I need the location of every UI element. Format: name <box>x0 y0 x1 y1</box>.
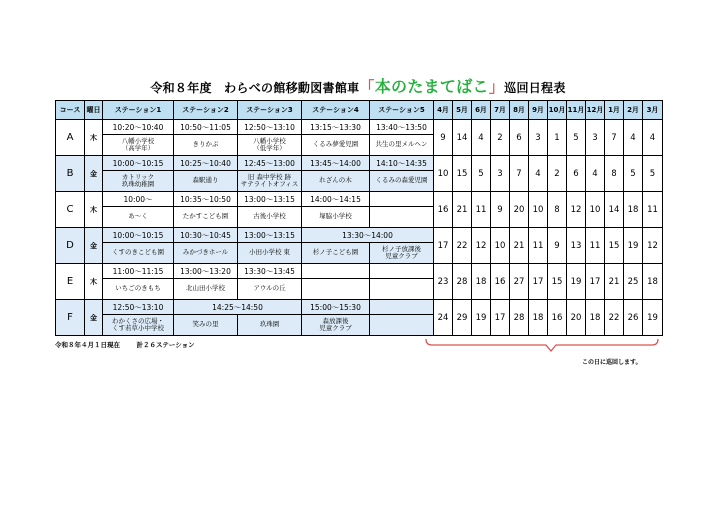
station-name: 玖珠園 <box>238 315 302 336</box>
station-time: 10:20～10:40 <box>103 120 174 135</box>
month-day: 5 <box>624 156 643 192</box>
station-name: 塚脇小学校 <box>302 207 370 228</box>
station-name: いちごのきもち <box>103 279 174 300</box>
month-day: 15 <box>453 156 472 192</box>
month-day: 22 <box>453 228 472 264</box>
station-name: くるみの森愛児園 <box>370 171 434 192</box>
month-day: 19 <box>624 228 643 264</box>
course-f-time-row <box>56 300 663 315</box>
title-suffix: 巡回日程表 <box>504 81 566 95</box>
station-name: 森放課後 児童クラブ <box>302 315 370 336</box>
month-day: 7 <box>510 156 529 192</box>
month-day: 7 <box>605 120 624 156</box>
station-time: 10:30～10:45 <box>174 228 238 243</box>
station-time: 13:00～13:15 <box>238 228 302 243</box>
station-time <box>370 300 434 315</box>
header-month: 8月 <box>510 101 529 120</box>
station-time: 13:00～13:15 <box>238 192 302 207</box>
course-label: E <box>56 264 85 300</box>
station-time: 12:50～13:10 <box>103 300 174 315</box>
header-month: 10月 <box>548 101 567 120</box>
header-month: 2月 <box>624 101 643 120</box>
header-station-2: ステーション2 <box>174 101 238 120</box>
header-station-5: ステーション5 <box>370 101 434 120</box>
month-day: 10 <box>529 192 548 228</box>
month-day: 28 <box>510 300 529 336</box>
month-day: 8 <box>548 192 567 228</box>
station-time-merged: 14:25～14:50 <box>174 300 302 315</box>
weekday: 木 <box>85 264 103 300</box>
month-day: 10 <box>434 156 453 192</box>
station-time: 10:00～10:15 <box>103 156 174 171</box>
weekday: 木 <box>85 120 103 156</box>
header-row <box>56 101 663 120</box>
station-time: 11:00～11:15 <box>103 264 174 279</box>
month-day: 9 <box>434 120 453 156</box>
station-time <box>302 264 370 279</box>
station-name: 杉ノ子放課後 児童クラブ <box>370 243 434 264</box>
weekday: 金 <box>85 300 103 336</box>
month-day: 16 <box>491 264 510 300</box>
month-day: 21 <box>510 228 529 264</box>
month-day: 3 <box>586 120 605 156</box>
header-month: 3月 <box>643 101 663 120</box>
month-day: 5 <box>643 156 663 192</box>
weekday: 金 <box>85 228 103 264</box>
station-name: 八幡小学校 （高学年） <box>103 135 174 156</box>
station-time: 12:50～13:10 <box>238 120 302 135</box>
station-time: 12:45～13:00 <box>238 156 302 171</box>
month-day: 28 <box>453 264 472 300</box>
station-name: 八幡小学校 （低学年） <box>238 135 302 156</box>
month-day: 10 <box>586 192 605 228</box>
station-time: 10:35～10:50 <box>174 192 238 207</box>
month-day: 19 <box>472 300 491 336</box>
station-name: 旧 森中学校 跡 サテライトオフィス <box>238 171 302 192</box>
station-name <box>370 315 434 336</box>
title-close-bracket: 」 <box>488 78 505 96</box>
course-c-time-row <box>56 192 663 207</box>
month-day: 23 <box>434 264 453 300</box>
header-station-4: ステーション4 <box>302 101 370 120</box>
station-name: カトリック 玖珠幼稚園 <box>103 171 174 192</box>
month-day: 24 <box>434 300 453 336</box>
weekday: 金 <box>85 156 103 192</box>
station-time: 13:00～13:20 <box>174 264 238 279</box>
header-month: 11月 <box>567 101 586 120</box>
station-time-merged: 13:30～14:00 <box>302 228 434 243</box>
month-day: 3 <box>529 120 548 156</box>
month-day: 6 <box>510 120 529 156</box>
station-time: 15:00～15:30 <box>302 300 370 315</box>
month-day: 18 <box>624 192 643 228</box>
header-month: 4月 <box>434 101 453 120</box>
month-day: 11 <box>529 228 548 264</box>
month-day: 12 <box>643 228 663 264</box>
header-station-1: ステーション1 <box>103 101 174 120</box>
month-day: 12 <box>472 228 491 264</box>
month-day: 22 <box>605 300 624 336</box>
header-month: 9月 <box>529 101 548 120</box>
station-time: 10:00～ <box>103 192 174 207</box>
station-time: 10:25～10:40 <box>174 156 238 171</box>
station-name: くすのきこども園 <box>103 243 174 264</box>
schedule-table <box>55 100 663 336</box>
month-day: 21 <box>605 264 624 300</box>
station-name <box>370 207 434 228</box>
title-brand: 本のたまてばこ <box>374 77 489 96</box>
header-month: 6月 <box>472 101 491 120</box>
month-day: 16 <box>434 192 453 228</box>
month-day: 6 <box>567 156 586 192</box>
month-day: 25 <box>624 264 643 300</box>
station-name: アウルの丘 <box>238 279 302 300</box>
station-time: 13:30～13:45 <box>238 264 302 279</box>
month-day: 9 <box>548 228 567 264</box>
station-time: 13:45～14:00 <box>302 156 370 171</box>
month-day: 19 <box>643 300 663 336</box>
header-month: 7月 <box>491 101 510 120</box>
station-time: 10:00～10:15 <box>103 228 174 243</box>
month-day: 18 <box>586 300 605 336</box>
month-day: 11 <box>643 192 663 228</box>
station-name <box>302 279 370 300</box>
station-time: 14:10～14:35 <box>370 156 434 171</box>
station-name: あ～く <box>103 207 174 228</box>
station-name: たかすこども園 <box>174 207 238 228</box>
station-name: 北山田小学校 <box>174 279 238 300</box>
month-day: 18 <box>643 264 663 300</box>
month-day: 17 <box>434 228 453 264</box>
month-day: 11 <box>472 192 491 228</box>
month-day: 17 <box>529 264 548 300</box>
station-name: きりかぶ <box>174 135 238 156</box>
title-prefix: 令和８年度 わらべの館移動図書館車 <box>150 81 360 95</box>
month-day: 20 <box>510 192 529 228</box>
month-day: 5 <box>567 120 586 156</box>
title-open-bracket: 「 <box>359 78 375 96</box>
station-name: 笑みの里 <box>174 315 238 336</box>
month-day: 11 <box>586 228 605 264</box>
header-station-3: ステーション3 <box>238 101 302 120</box>
weekday: 木 <box>85 192 103 228</box>
header-month: 1月 <box>605 101 624 120</box>
month-day: 12 <box>567 192 586 228</box>
course-label: F <box>56 300 85 336</box>
as-of-date: 令和８年４月１日現在 <box>55 341 120 349</box>
month-day: 21 <box>453 192 472 228</box>
month-day: 15 <box>605 228 624 264</box>
month-day: 20 <box>567 300 586 336</box>
month-day: 15 <box>548 264 567 300</box>
station-time: 14:00～14:15 <box>302 192 370 207</box>
month-day: 13 <box>567 228 586 264</box>
month-day: 2 <box>491 120 510 156</box>
station-time <box>370 192 434 207</box>
month-day: 18 <box>529 300 548 336</box>
month-day: 17 <box>491 300 510 336</box>
station-time: 13:15～13:30 <box>302 120 370 135</box>
station-name: 小田小学校 東 <box>238 243 302 264</box>
header-day: 曜日 <box>85 101 103 120</box>
month-day: 1 <box>548 120 567 156</box>
course-b-time-row <box>56 156 663 171</box>
station-time: 13:40～13:50 <box>370 120 434 135</box>
station-name: くるみ夢愛児園 <box>302 135 370 156</box>
month-day: 18 <box>472 264 491 300</box>
course-e-time-row <box>56 264 663 279</box>
month-day: 29 <box>453 300 472 336</box>
month-day: 4 <box>643 120 663 156</box>
station-name <box>370 279 434 300</box>
month-day: 4 <box>472 120 491 156</box>
station-total: 計２６ステーション <box>136 341 195 349</box>
header-month: 5月 <box>453 101 472 120</box>
month-day: 4 <box>529 156 548 192</box>
month-day: 14 <box>453 120 472 156</box>
month-day: 27 <box>510 264 529 300</box>
header-month: 12月 <box>586 101 605 120</box>
month-day: 5 <box>472 156 491 192</box>
month-day: 9 <box>491 192 510 228</box>
header-course: コース <box>56 101 85 120</box>
month-day: 17 <box>586 264 605 300</box>
footer-info <box>55 340 195 349</box>
course-label: D <box>56 228 85 264</box>
course-label: B <box>56 156 85 192</box>
course-label: A <box>56 120 85 156</box>
station-time <box>370 264 434 279</box>
station-name: わかくさの広場・ くす若草小中学校 <box>103 315 174 336</box>
station-name: 森駅通り <box>174 171 238 192</box>
station-time: 10:50～11:05 <box>174 120 238 135</box>
month-day: 10 <box>491 228 510 264</box>
course-a-time-row <box>56 120 663 135</box>
month-day: 26 <box>624 300 643 336</box>
footer-note: この日に巡回します。 <box>582 359 642 366</box>
station-name: 古後小学校 <box>238 207 302 228</box>
month-day: 4 <box>624 120 643 156</box>
month-day: 16 <box>548 300 567 336</box>
month-day: 2 <box>548 156 567 192</box>
course-d-time-row <box>56 228 663 243</box>
station-name: 共生の里メルヘン <box>370 135 434 156</box>
month-day: 19 <box>567 264 586 300</box>
month-day: 8 <box>605 156 624 192</box>
month-day: 14 <box>605 192 624 228</box>
month-range-bracket <box>420 338 664 358</box>
station-name: みかづきホール <box>174 243 238 264</box>
station-name: れざんの木 <box>302 171 370 192</box>
course-label: C <box>56 192 85 228</box>
month-day: 3 <box>491 156 510 192</box>
page-title <box>0 74 716 97</box>
month-day: 4 <box>586 156 605 192</box>
station-name: 杉ノ子こども園 <box>302 243 370 264</box>
